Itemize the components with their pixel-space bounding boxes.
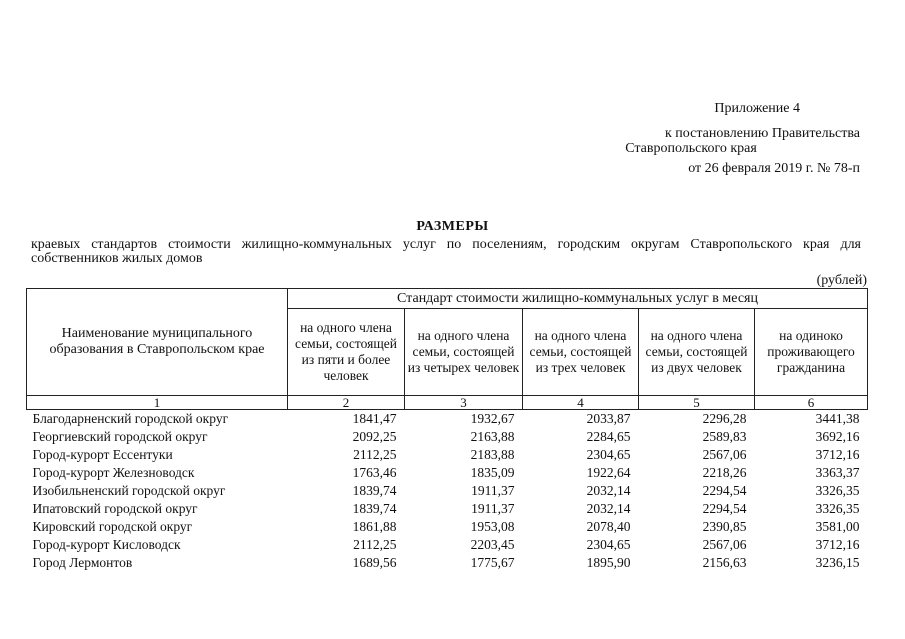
cost-value: 2163,88 (470, 429, 515, 444)
cost-value: 1932,67 (470, 411, 515, 426)
column-number: 5 (639, 396, 755, 410)
resolution-line-2: Ставропольского края (625, 141, 757, 156)
resolution-date: от 26 февраля 2019 г. № 78-п (688, 161, 860, 176)
cost-value: 1911,37 (471, 483, 515, 498)
cost-value: 1763,46 (352, 465, 397, 480)
cost-value: 2112,25 (353, 447, 397, 462)
header-family-2: на одного члена семьи, состоящей из двух человек (639, 309, 755, 396)
cost-value: 2112,25 (353, 537, 397, 552)
cost-value: 2294,54 (702, 501, 747, 516)
table-row (27, 410, 868, 429)
cost-value: 2567,06 (702, 447, 747, 462)
column-number: 3 (405, 396, 523, 410)
table-row (27, 536, 868, 554)
table-row (27, 446, 868, 464)
cost-value: 3363,37 (815, 465, 860, 480)
document-subtitle: краевых стандартов стоимости жилищно-коммунальных услуг по поселениям, городским округам Ставропольского края для собственников жилых домов (31, 237, 861, 266)
cost-value: 2032,14 (586, 501, 631, 516)
cost-value: 1911,37 (471, 501, 515, 516)
cost-value: 2183,88 (470, 447, 515, 462)
document-title: РАЗМЕРЫ (416, 219, 489, 234)
cost-value: 2296,28 (702, 411, 747, 426)
cost-value: 2294,54 (702, 483, 747, 498)
cost-value: 1922,64 (586, 465, 631, 480)
cost-value: 2092,25 (352, 429, 397, 444)
municipality-name: Кировский городской округ (32, 519, 193, 534)
appendix-label: Приложение 4 (714, 101, 800, 116)
cost-value: 2032,14 (586, 483, 631, 498)
header-municipality: Наименование муниципального образования в Ставропольском крае (27, 289, 288, 396)
cost-value: 2218,26 (702, 465, 747, 480)
cost-value: 2284,65 (586, 429, 631, 444)
header-group-standard: Стандарт стоимости жилищно-коммунальных услуг в месяц (288, 289, 868, 309)
cost-value: 2567,06 (702, 537, 747, 552)
municipality-name: Ипатовский городской округ (32, 501, 198, 516)
municipality-name: Изобильненский городской округ (32, 483, 226, 498)
table-row (27, 482, 868, 500)
column-number: 4 (523, 396, 639, 410)
cost-value: 1895,90 (586, 555, 631, 570)
cost-value: 1953,08 (470, 519, 515, 534)
cost-value: 1835,09 (470, 465, 515, 480)
header-family-4: на одного члена семьи, состоящей из четырех человек (405, 309, 523, 396)
cost-value: 1839,74 (352, 483, 397, 498)
column-number: 1 (27, 396, 288, 410)
table-row (27, 554, 868, 572)
unit-label: (рублей) (816, 273, 867, 288)
cost-value: 3712,16 (815, 447, 860, 462)
table-row (27, 518, 868, 536)
cost-value: 1839,74 (352, 501, 397, 516)
header-single: на одиноко проживающего гражданина (755, 309, 868, 396)
table-row (27, 500, 868, 518)
table-row (27, 428, 868, 446)
cost-value: 2304,65 (586, 537, 631, 552)
table-body (27, 410, 868, 573)
cost-value: 3236,15 (815, 555, 860, 570)
municipality-name: Город Лермонтов (32, 555, 133, 570)
header-family-3: на одного члена семьи, состоящей из трех человек (523, 309, 639, 396)
column-number: 2 (288, 396, 405, 410)
cost-value: 2589,83 (702, 429, 747, 444)
column-number: 6 (755, 396, 868, 410)
header-family-5plus: на одного члена семьи, состоящей из пяти и более человек (288, 309, 405, 396)
cost-value: 1841,47 (352, 411, 397, 426)
cost-value: 3712,16 (815, 537, 860, 552)
municipality-name: Город-курорт Кисловодск (32, 537, 181, 552)
cost-value: 3692,16 (815, 429, 860, 444)
table-row (27, 464, 868, 482)
cost-value: 2203,45 (470, 537, 515, 552)
cost-value: 3441,38 (815, 411, 860, 426)
cost-value: 3326,35 (815, 483, 860, 498)
cost-value: 1861,88 (352, 519, 397, 534)
cost-value: 2078,40 (586, 519, 631, 534)
standards-table (26, 288, 868, 572)
cost-value: 3326,35 (815, 501, 860, 516)
resolution-line-1: к постановлению Правительства (664, 126, 860, 141)
cost-value: 2390,85 (702, 519, 747, 534)
cost-value: 3581,00 (815, 519, 860, 534)
cost-value: 2304,65 (586, 447, 631, 462)
municipality-name: Георгиевский городской округ (32, 429, 208, 444)
cost-value: 1689,56 (352, 555, 397, 570)
municipality-name: Благодарненский городской округ (32, 411, 229, 426)
cost-value: 1775,67 (470, 555, 515, 570)
municipality-name: Город-курорт Ессентуки (32, 447, 173, 462)
cost-value: 2156,63 (702, 555, 747, 570)
cost-value: 2033,87 (586, 411, 631, 426)
municipality-name: Город-курорт Железноводск (32, 465, 195, 480)
